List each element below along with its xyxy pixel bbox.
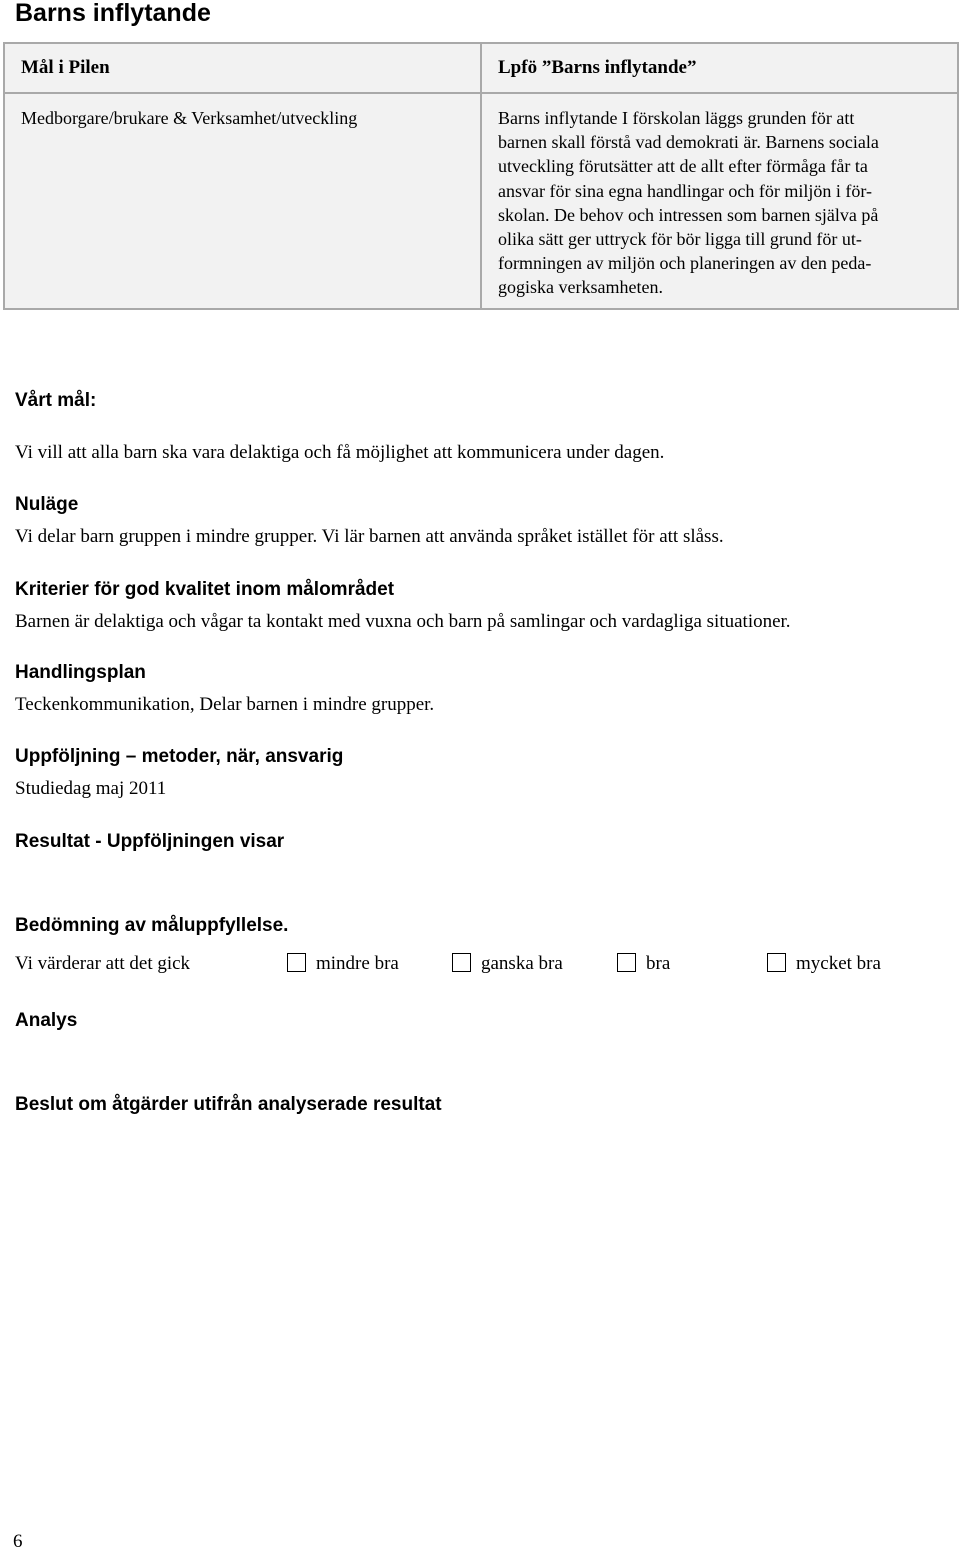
goal-heading: Vårt mål: <box>15 390 97 411</box>
page-number: 6 <box>13 1531 23 1552</box>
curriculum-text-line: gogiska verksamheten. <box>498 277 663 298</box>
checkbox-icon[interactable] <box>767 953 786 972</box>
goal-text: Vi vill att alla barn ska vara delaktiga och få möjlighet att kommunicera under dagen. <box>15 442 665 463</box>
checkbox-icon[interactable] <box>287 953 306 972</box>
action-plan-heading: Handlingsplan <box>15 662 146 683</box>
goal-table-header-left: Mål i Pilen <box>4 43 481 93</box>
assessment-heading: Bedömning av måluppfyllelse. <box>15 915 289 936</box>
criteria-text: Barnen är delaktiga och vågar ta kontakt med vuxna och barn på samlingar och vardagliga situationer. <box>15 611 791 632</box>
checkbox-icon[interactable] <box>617 953 636 972</box>
goal-table <box>3 42 959 310</box>
goal-table-header-right: Lpfö ”Barns inflytande” <box>481 43 958 93</box>
rating-option-label: mindre bra <box>316 953 399 974</box>
rating-option-label: mycket bra <box>796 953 881 974</box>
goal-table-header-row <box>4 43 958 93</box>
curriculum-text-line: olika sätt ger uttryck för bör ligga till grund för ut- <box>498 229 862 250</box>
checkbox-icon[interactable] <box>452 953 471 972</box>
rating-option-ganska-bra[interactable] <box>452 952 563 976</box>
curriculum-text-line: Barns inflytande I förskolan läggs grunden för att <box>498 108 855 128</box>
current-state-text: Vi delar barn gruppen i mindre grupper. Vi lär barnen att använda språket istället för att slåss. <box>15 526 724 547</box>
followup-text: Studiedag maj 2011 <box>15 778 167 799</box>
followup-heading: Uppföljning – metoder, när, ansvarig <box>15 746 344 767</box>
current-state-heading: Nuläge <box>15 494 79 515</box>
goal-table-cell-right <box>481 93 958 309</box>
rating-option-mindre-bra[interactable] <box>287 952 399 976</box>
curriculum-text-line: barnen skall förstå vad demokrati är. Barnens sociala <box>498 132 879 153</box>
assessment-rating-row <box>0 952 960 978</box>
assessment-lead-text: Vi värderar att det gick <box>15 953 191 974</box>
result-heading: Resultat - Uppföljningen visar <box>15 831 285 852</box>
decision-heading: Beslut om åtgärder utifrån analyserade resultat <box>15 1094 442 1115</box>
goal-table-cell-left: Medborgare/brukare & Verksamhet/utveckling <box>4 93 481 309</box>
rating-option-mycket-bra[interactable] <box>767 952 881 976</box>
analysis-heading: Analys <box>15 1010 78 1031</box>
rating-option-bra[interactable] <box>617 952 670 976</box>
rating-option-label: bra <box>646 953 671 974</box>
action-plan-text: Teckenkommunikation, Delar barnen i mindre grupper. <box>15 694 435 715</box>
rating-option-label: ganska bra <box>481 953 563 974</box>
curriculum-text-line: formningen av miljön och planeringen av den peda- <box>498 253 872 274</box>
curriculum-text-line: utveckling förutsätter att de allt efter förmåga får ta <box>498 156 868 177</box>
criteria-heading: Kriterier för god kvalitet inom målområdet <box>15 579 395 600</box>
goal-table-body-row <box>4 93 958 309</box>
page-title: Barns inflytande <box>15 0 211 27</box>
curriculum-text-line: ansvar för sina egna handlingar och för miljön i för- <box>498 180 873 201</box>
curriculum-text-line: skolan. De behov och intressen som barnen själva på <box>498 204 879 225</box>
